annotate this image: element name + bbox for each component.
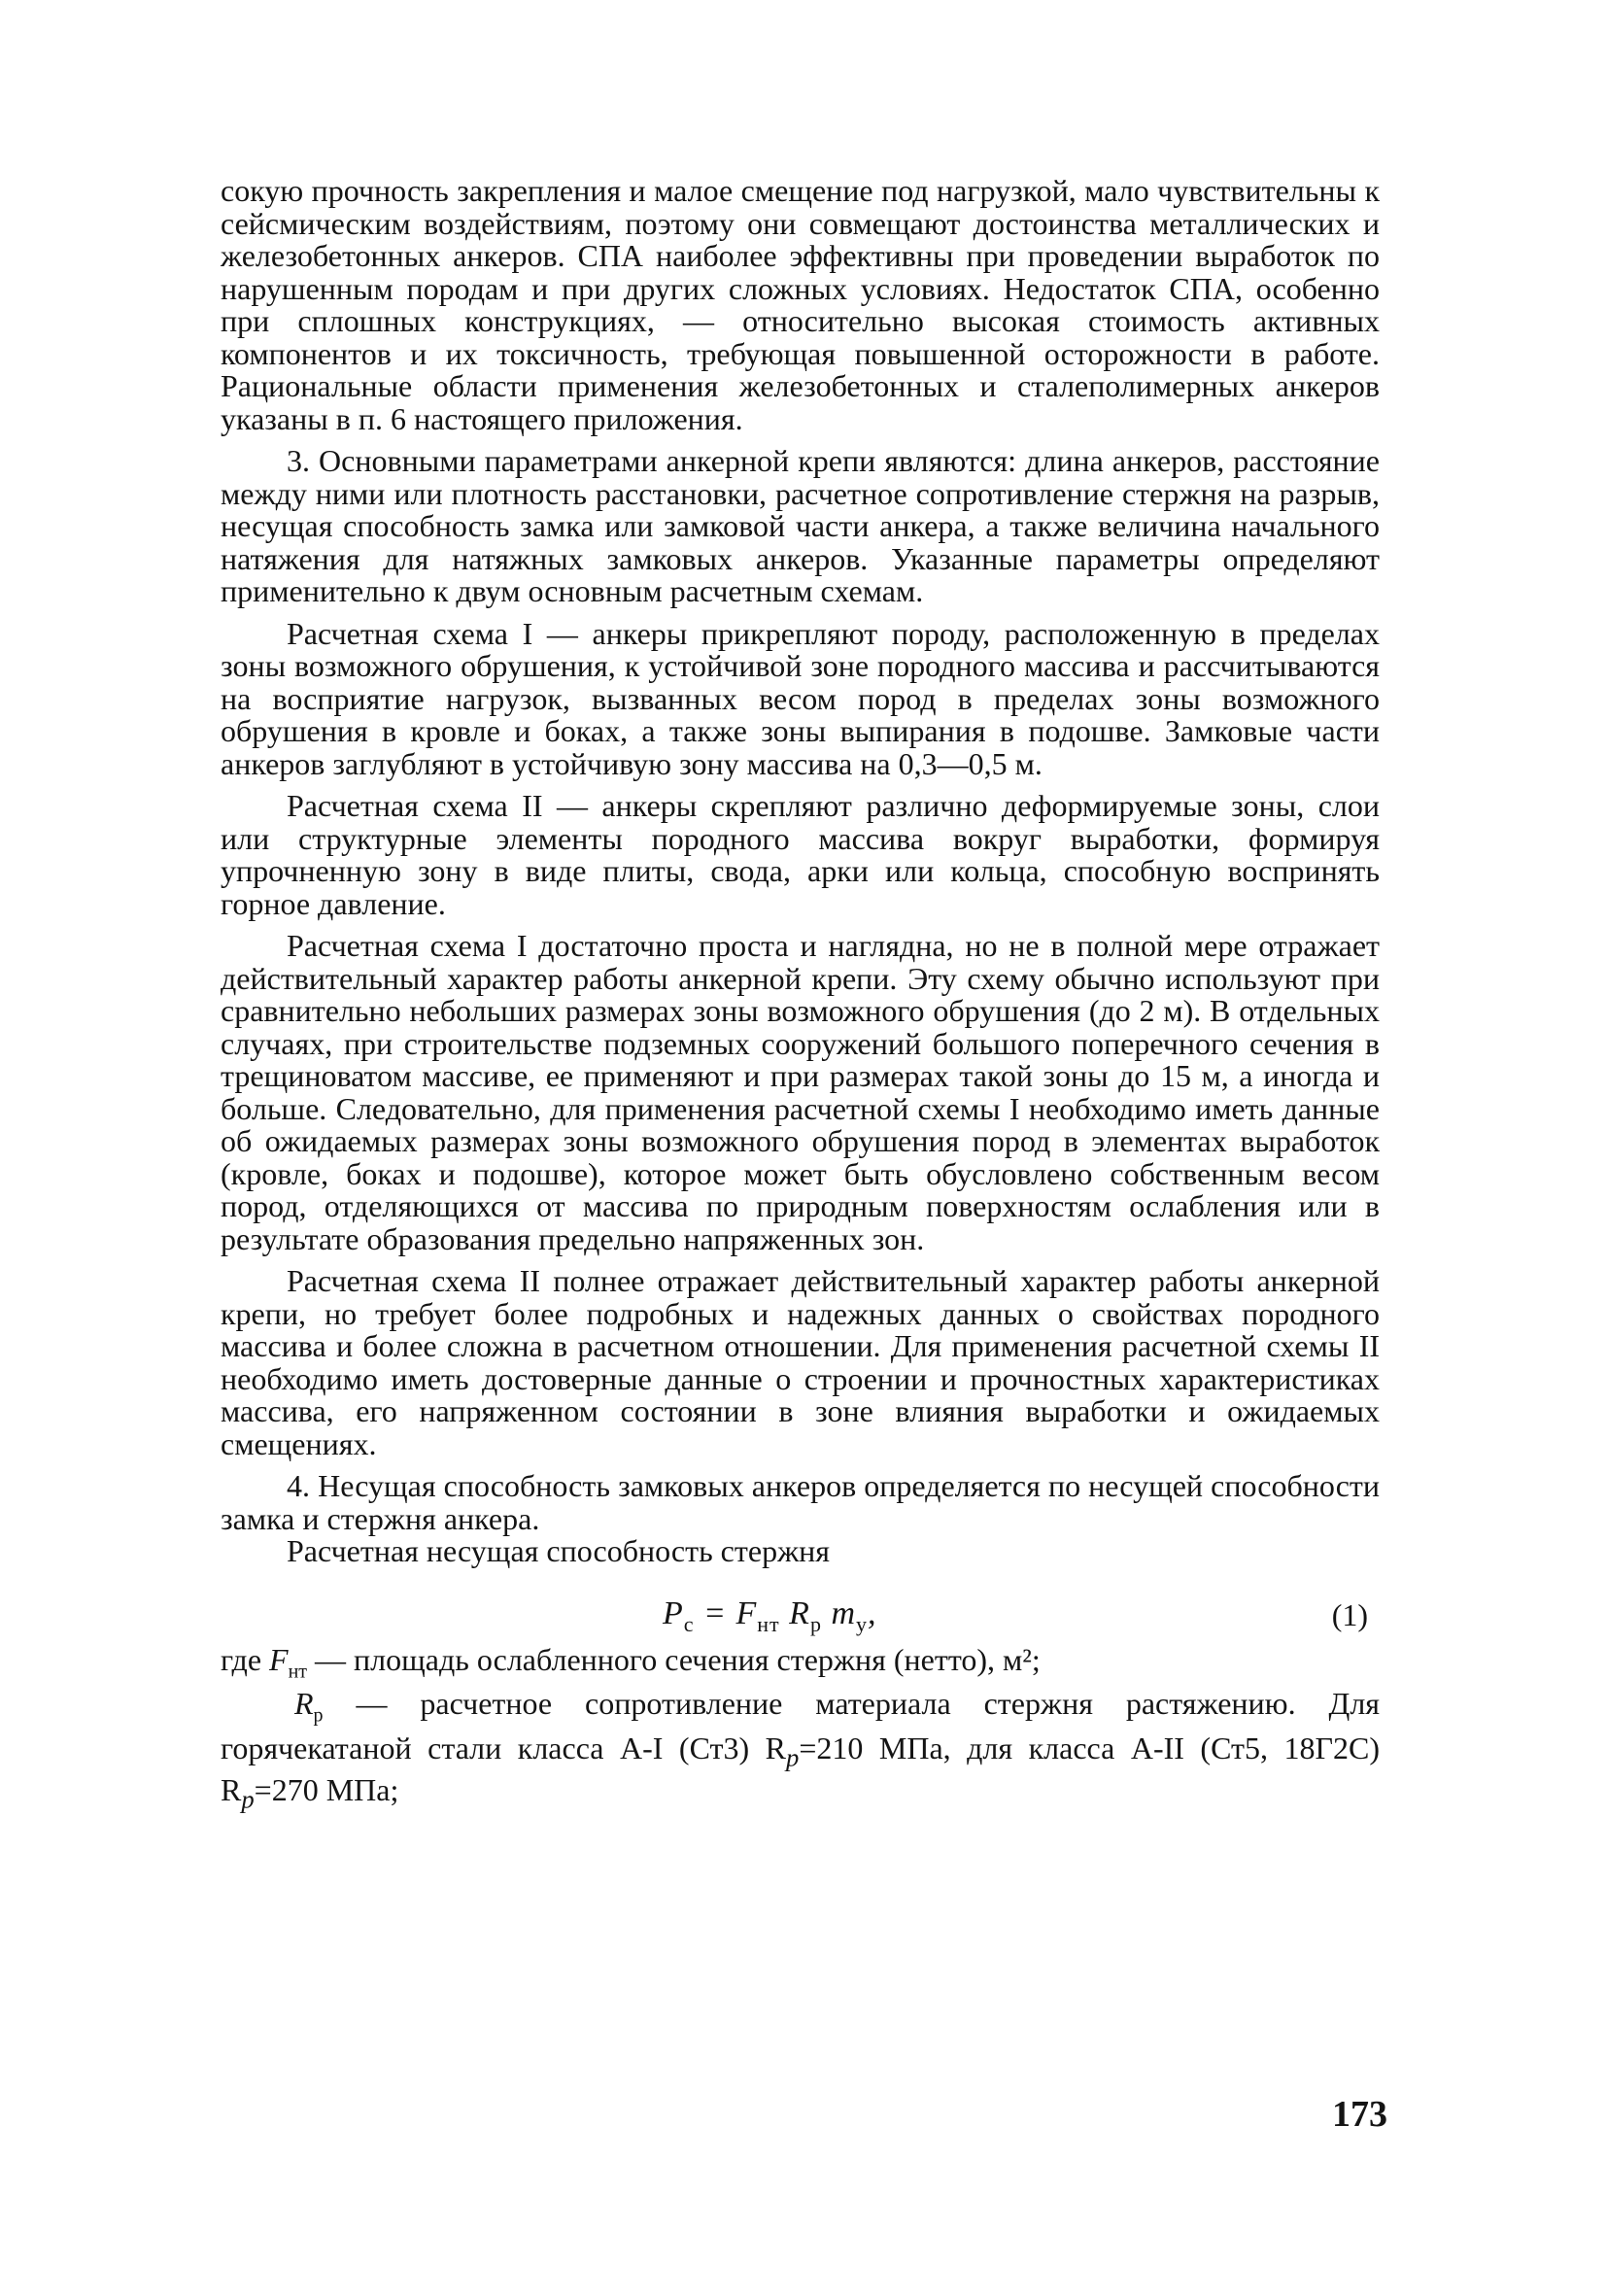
definition-symbol-f: [269, 1641, 308, 1682]
formula-r-sub: р: [809, 1611, 822, 1636]
paragraph-formula-intro: Расчетная несущая способность стержня: [287, 1533, 831, 1568]
formula-lhs: P: [663, 1594, 684, 1631]
formula-equals: =: [703, 1594, 727, 1631]
definition-r-p: [221, 1688, 1380, 1816]
formula-end: ,: [868, 1594, 877, 1631]
formula-row: [221, 1588, 1380, 1644]
definition-f-text: — площадь ослабленного сечения стержня (нетто), м²;: [307, 1641, 1041, 1677]
formula-number: (1): [1331, 1596, 1368, 1632]
paragraph-point-4: 4. Несущая способность замковых анкеров определяется по несущей способности замка и стержня анкера.: [221, 1468, 1380, 1536]
definition-r-text-2: =210 МПа, для класса А-II (Ст5, 18Г2С) R: [221, 1731, 1381, 1808]
definition-symbol-r: [294, 1686, 324, 1727]
paragraph-point-3: 3. Основными параметрами анкерной крепи являются: длина анкеров, расстояние между ними или плотность расстановки, расчетное сопротивление стержня на разрыв, несущая способность замка или замковой части анкера, а также величина начального натяжения для натяжных замковых анкеров. Указанные параметры определяют применительно к двум основным расчетным схемам.: [221, 443, 1380, 608]
page-text-body: [221, 175, 1380, 1816]
formula-f-sub: нт: [757, 1611, 780, 1636]
page-number: 173: [1332, 2094, 1387, 2135]
formula-r: R: [789, 1594, 810, 1631]
definition-symbol-r-sub: р: [313, 1704, 324, 1727]
definition-r-inline-sub-2: р: [241, 1784, 255, 1814]
definition-f-nt: [221, 1641, 1380, 1689]
definition-symbol-f-sub: нт: [288, 1660, 308, 1682]
definition-r-text-3: =270 МПа;: [254, 1772, 399, 1808]
definition-r-inline-sub-1: р: [786, 1742, 800, 1772]
paragraph-continuation: сокую прочность закрепления и малое смещение под нагрузкой, мало чувствительны к сейсмическим воздействиям, поэтому они совмещают достоинства металлических и железобетонных анкеров. СПА наиболее эффективны при проведении выработок по нарушенным породам и при других сложных условиях. Недостаток СПА, особенно при сплошных конструкциях, — относительно высокая стоимость активных компонентов и их токсичность, требующая повышенной осторожности в работе. Рациональные области применения железобетонных и сталеполимерных анкеров указаны в п. 6 настоящего приложения.: [221, 173, 1380, 436]
definition-symbol-f-letter: F: [269, 1641, 289, 1677]
paragraph-scheme-1-discussion: Расчетная схема I достаточно проста и наглядна, но не в полной мере отражает действительный характер работы анкерной крепи. Эту схему обычно используют при сравнительно небольших размерах зоны возможного обрушения (до 2 м). В отдельных случаях, при строительстве подземных сооружений большого поперечного сечения в трещиноватом массиве, ее применяют и при размерах такой зоны до 15 м, а иногда и больше. Следовательно, для применения расчетной схемы I необходимо иметь данные об ожидаемых размерах зоны возможного обрушения пород в элементах выработок (кровле, боках и подошве), которое может быть обусловлено собственным весом пород, отделяющихся от массива по природным поверхностям ослабления или в результате образования предельно напряженных зон.: [221, 928, 1380, 1256]
definition-lead: где: [221, 1641, 262, 1677]
formula-m-sub: у: [856, 1611, 869, 1636]
definition-symbol-r-letter: R: [294, 1686, 314, 1722]
formula-f: F: [735, 1594, 758, 1631]
paragraph-scheme-1: Расчетная схема I — анкеры прикрепляют породу, расположенную в пределах зоны возможного обрушения, к устойчивой зоне породного массива и рассчитываются на восприятие нагрузок, вызванных весом пород в пределах зоны возможного обрушения в кровле и боках, а также зоны выпирания в подошве. Замковые части анкеров заглубляют в устойчивую зону массива на 0,3—0,5 м.: [221, 615, 1380, 781]
definition-r-text-1: — расчетное сопротивление материала стержня растяжению. Для горячекатаной стали класса А-I (Ст3) R: [221, 1686, 1380, 1766]
paragraph-scheme-2-discussion: Расчетная схема II полнее отражает действительный характер работы анкерной крепи, но требует более подробных и надежных данных о свойствах породного массива и более сложна в расчетном отношении. Для применения расчетной схемы II необходимо иметь достоверные данные о строении и прочностных характеристиках массива, его напряженном состоянии в зоне влияния выработки и ожидаемых смещениях.: [221, 1263, 1380, 1461]
formula-1: [663, 1595, 877, 1637]
paragraph-scheme-2: Расчетная схема II — анкеры скрепляют различно деформируемые зоны, слои или структурные элементы породного массива вокруг выработки, формируя упрочненную зону в виде плиты, свода, арки или кольца, способную воспринять горное давление.: [221, 788, 1380, 921]
formula-lhs-sub: с: [683, 1611, 695, 1636]
formula-m: m: [831, 1594, 857, 1631]
